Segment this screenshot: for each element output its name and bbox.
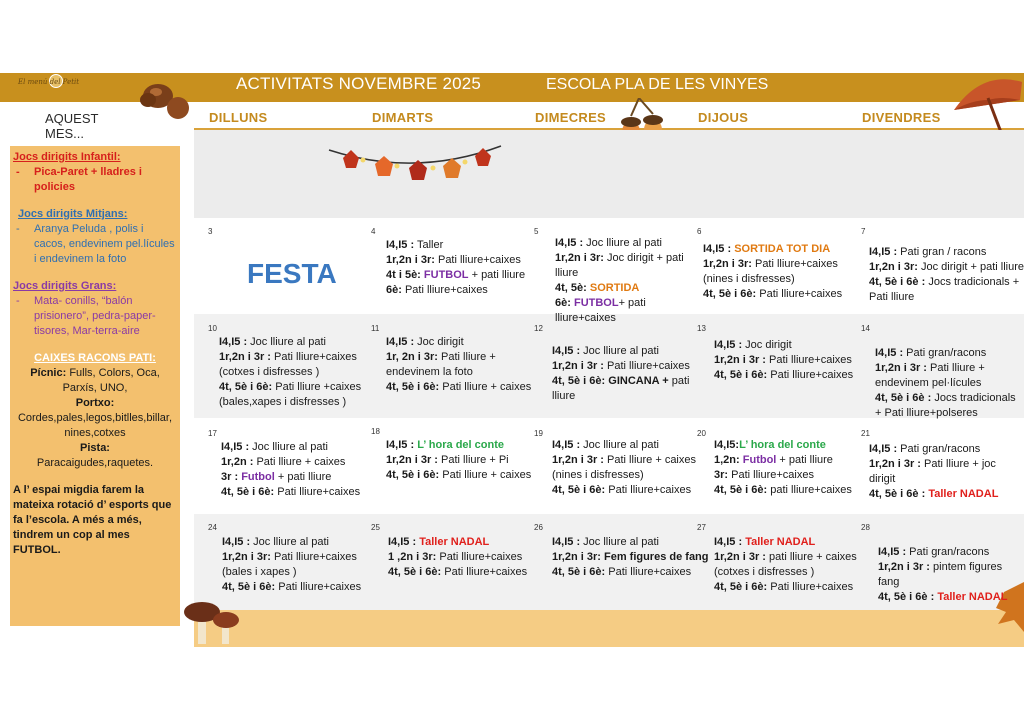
day-dimecres: DIMECRES xyxy=(535,110,607,125)
portxo-text: Cordes,pales,legos,bitlles,billar, nines,cotxes xyxy=(17,412,173,439)
date-24: 24 xyxy=(208,523,217,532)
racons-title: CAIXES RACONS PATI: xyxy=(34,352,156,364)
chestnut-icon xyxy=(138,78,190,122)
portxo-label: Portxo: xyxy=(75,397,115,409)
day-dilluns: DILLUNS xyxy=(209,110,268,125)
day-dijous: DIJOUS xyxy=(698,110,749,125)
cell-20: I4,I5:L’ hora del conte 1,2n: Futbol + pati lliure 3r: Pati lliure+caixes 4t, 5è i 6è: pati lliure+caixes xyxy=(714,439,852,496)
day-dimarts: DIMARTS xyxy=(372,110,434,125)
cell-26: I4,I5 : Joc lliure al pati 1r,2n i 3r: Fem figures de fang 4t, 5è i 6è: Pati lliure+caixes xyxy=(552,536,709,578)
date-20: 20 xyxy=(697,429,706,438)
date-5: 5 xyxy=(534,227,539,236)
school-name: ESCOLA PLA DE LES VINYES xyxy=(546,76,769,93)
date-11: 11 xyxy=(371,324,380,333)
date-25: 25 xyxy=(371,523,380,532)
grans-item: - Mata- conills, “balón prisionero”, pedra-paper-tisores, Mar-terra-aire xyxy=(16,295,156,337)
cell-14: I4,I5 : Pati gran/racons 1r,2n i 3r : Pati lliure + endevinem pel·lícules 4t, 5è i 6è : Jocs tradicionals + Pati lliure+polseres xyxy=(875,347,1016,419)
cell-17: I4,I5 : Joc lliure al pati 1r,2n : Pati lliure + caixes 3r : Futbol + pati lliure 4t, 5è i 6è: Pati lliure+caixes xyxy=(221,441,361,498)
date-13: 13 xyxy=(697,324,706,333)
day-divendres: DIVENDRES xyxy=(862,110,941,125)
date-7: 7 xyxy=(861,227,866,236)
cell-7: I4,I5 : Pati gran / racons 1r,2n i 3r: Joc dirigit + pati lliure 4t, 5è i 6è : Jocs tradicionals + Pati lliure xyxy=(869,246,1024,303)
date-14: 14 xyxy=(861,324,870,333)
logo-text: El menú del Petit xyxy=(18,78,80,86)
date-4: 4 xyxy=(371,227,376,236)
cell-28: I4,I5 : Pati gran/racons 1r,2n i 3r : pintem figures fang 4t, 5è i 6è : Taller NADAL xyxy=(878,546,1008,603)
infantil-item: - Pica-Paret + lladres i policies xyxy=(16,166,142,193)
leaf-garland-icon xyxy=(325,138,505,200)
sidebar-panel xyxy=(10,146,180,626)
footer-bar xyxy=(194,610,1024,647)
cell-12: I4,I5 : Joc lliure al pati 1r,2n i 3r : Pati lliure+caixes 4t, 5è i 6è: GINCANA + pati lliure xyxy=(552,345,690,402)
date-12: 12 xyxy=(534,324,543,333)
weekday-header xyxy=(194,102,1024,129)
date-17: 17 xyxy=(208,429,217,438)
cell-18: I4,I5 : L’ hora del conte 1r,2n i 3r : Pati lliure + Pi 4t, 5è i 6è: Pati lliure + caixes xyxy=(386,439,532,481)
cell-4: I4,I5 : Taller 1r,2n i 3r: Pati lliure+caixes 4t i 5è: FUTBOL + pati lliure 6è: Pati lliure+caixes xyxy=(386,239,526,296)
date-26: 26 xyxy=(534,523,543,532)
festa-label: FESTA xyxy=(247,258,337,289)
picnic-line: Pícnic: Fulls, Colors, Oca, Parxís, UNO, xyxy=(30,367,160,394)
date-28: 28 xyxy=(861,523,870,532)
date-21: 21 xyxy=(861,429,870,438)
cell-27: I4,I5 : Taller NADAL 1r,2n i 3r : pati lliure + caixes (cotxes i disfresses ) 4t, 5è i 6è: Pati lliure+caixes xyxy=(714,536,857,593)
calendar-top-banner xyxy=(194,130,1024,218)
date-10: 10 xyxy=(208,324,217,333)
pista-label: Pista: xyxy=(80,442,110,454)
mitjans-title: Jocs dirigits Mitjans: xyxy=(18,208,128,220)
date-3: 3 xyxy=(208,227,213,236)
cell-11: I4,I5 : Joc dirigit 1r, 2n i 3r: Pati lliure + endevinem la foto 4t, 5è i 6è: Pati lliure + caixes xyxy=(386,336,532,393)
date-19: 19 xyxy=(534,429,543,438)
cell-24: I4,I5 : Joc lliure al pati 1r,2n i 3r: Pati lliure+caixes (bales i xapes ) 4t, 5è i 6è: Pati lliure+caixes xyxy=(222,536,362,593)
mitjans-item: - Aranya Peluda , polis i cacos, endevinem pel.lícules i endevinem la foto xyxy=(16,223,175,265)
page-title: ACTIVITATS NOVEMBRE 2025 xyxy=(236,74,482,93)
aquest-mes-label: AQUEST MES... xyxy=(45,111,99,141)
pista-text: Paracaigudes,raquetes. xyxy=(36,457,154,469)
sidebar-note: A l’ espai migdia farem la mateixa rotació d’ esports que fa l’escola. A més a més, tindrem un cop al mes FUTBOL. xyxy=(13,484,172,556)
mushroom-icon xyxy=(182,588,246,652)
infantil-title: Jocs dirigits Infantil: xyxy=(13,151,121,163)
cell-19: I4,I5 : Joc lliure al pati 1r,2n i 3r : Pati lliure + caixes (nines i disfresses) 4t, 5è i 6è: Pati lliure+caixes xyxy=(552,439,696,496)
cell-10: I4,I5 : Joc lliure al pati 1r,2n i 3r : Pati lliure+caixes (cotxes i disfresses ) 4t, 5è i 6è: Pati lliure +caixes (bales,xapes i disfresses ) xyxy=(219,336,362,408)
cell-21: I4,I5 : Pati gran/racons 1r,2n i 3r : Pati lliure + joc dirigit 4t, 5è i 6è : Taller NADAL xyxy=(869,443,999,500)
cell-13: I4,I5 : Joc dirigit 1r,2n i 3r : Pati lliure+caixes 4t, 5è i 6è: Pati lliure+caixes xyxy=(714,339,854,381)
date-27: 27 xyxy=(697,523,706,532)
cell-6: I4,I5 : SORTIDA TOT DIA 1r,2n i 3r: Pati lliure+caixes (nines i disfresses) 4t, 5è i 6è: Pati lliure+caixes xyxy=(703,243,843,300)
cell-5: I4,I5 : Joc lliure al pati 1r,2n i 3r: Joc dirigit + pati lliure 4t, 5è: SORTIDA 6è: FUTBOL+ pati lliure+caixes xyxy=(555,237,684,324)
cell-25: I4,I5 : Taller NADAL 1 ,2n i 3r: Pati lliure+caixes 4t, 5è i 6è: Pati lliure+caixes xyxy=(388,536,528,578)
date-18: 18 xyxy=(371,427,380,436)
grans-title: Jocs dirigits Grans: xyxy=(13,280,117,292)
date-6: 6 xyxy=(697,227,702,236)
